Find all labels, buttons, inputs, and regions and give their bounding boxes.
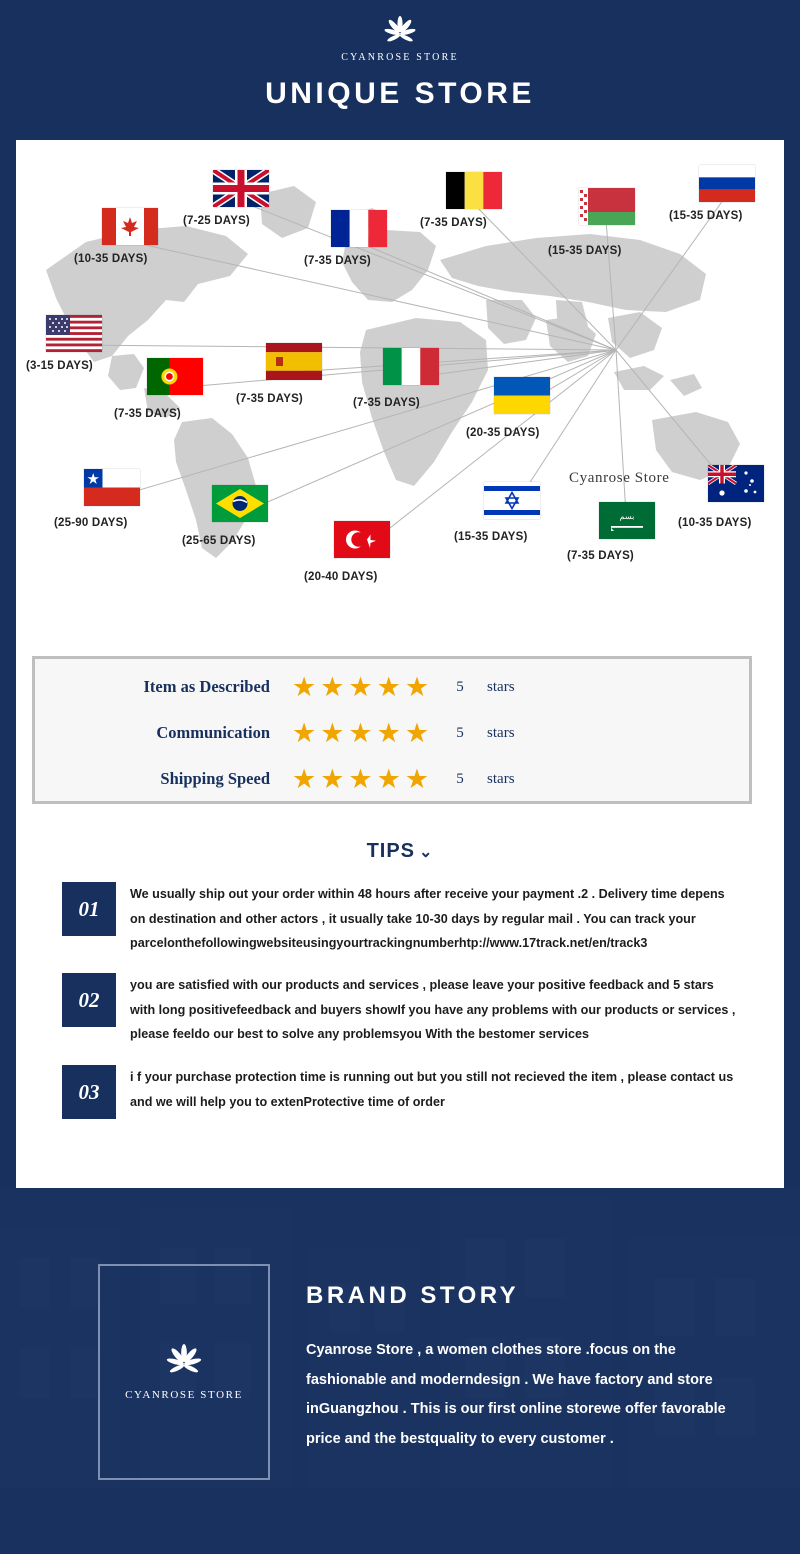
- flag-gb-icon: [213, 170, 269, 207]
- destination-italy: [383, 348, 439, 385]
- tip-text: you are satisfied with our products and services , please leave your positive feedback and 5 stars with long positivefeedback and buyers showIf you have any problems with our products or services , please feeldo our best to solve any problemsyou With the bestomer services: [130, 978, 736, 1042]
- rating-stars: ★★★★★: [292, 672, 434, 702]
- days-chile: (25-90 DAYS): [54, 517, 128, 529]
- flag-it-icon: [383, 348, 439, 385]
- destination-united-states: [46, 315, 102, 352]
- destination-chile: [84, 469, 140, 506]
- rating-label: Item as Described: [143, 677, 270, 696]
- flag-es-icon: [266, 343, 322, 380]
- destination-france: [331, 210, 387, 247]
- days-france: (7-35 DAYS): [304, 255, 371, 267]
- days-russia: (15-35 DAYS): [669, 210, 743, 222]
- header-logo-text: CYANROSE STORE: [341, 52, 459, 63]
- flag-ca-icon: [102, 208, 158, 245]
- destination-belgium: [446, 172, 502, 209]
- destination-portugal: [147, 358, 203, 395]
- shipping-map: [16, 140, 784, 650]
- days-turkey: (20-40 DAYS): [304, 571, 378, 583]
- destination-belarus: [579, 188, 635, 225]
- rating-value: 5: [456, 770, 464, 787]
- tip-number: 01: [62, 882, 116, 936]
- tip-item-02: [62, 973, 742, 1047]
- rating-value: 5: [456, 678, 464, 695]
- brand-story-section: [0, 1188, 800, 1554]
- rating-value: 5: [456, 724, 464, 741]
- destination-saudi-arabia: [599, 502, 655, 539]
- flag-il-icon: [484, 482, 540, 519]
- hub-label: Cyanrose Store: [569, 470, 670, 486]
- flag-by-icon: [579, 188, 635, 225]
- days-belarus: (15-35 DAYS): [548, 245, 622, 257]
- rating-label: Communication: [156, 723, 270, 742]
- days-canada: (10-35 DAYS): [74, 253, 148, 265]
- destination-russia: [699, 165, 755, 202]
- tip-text: i f your purchase protection time is running out but you still not recieved the item , please contact us and we will help you to extenProtective time of order: [130, 1070, 734, 1109]
- destination-united-kingdom: [213, 170, 269, 207]
- flag-sa-icon: [599, 502, 655, 539]
- rating-row-communication: [35, 715, 749, 751]
- days-belgium: (7-35 DAYS): [420, 217, 487, 229]
- header-logo: [0, 0, 800, 63]
- days-united-states: (3-15 DAYS): [26, 360, 93, 372]
- rating-unit: stars: [487, 678, 515, 695]
- ratings-panel: [32, 656, 752, 804]
- rating-stars: ★★★★★: [292, 764, 434, 794]
- brand-logo-card: [98, 1264, 270, 1480]
- days-united-kingdom: (7-25 DAYS): [183, 215, 250, 227]
- days-italy: (7-35 DAYS): [353, 397, 420, 409]
- destination-ukraine: [494, 377, 550, 414]
- destination-australia: [708, 465, 764, 502]
- rating-label: Shipping Speed: [160, 769, 270, 788]
- days-portugal: (7-35 DAYS): [114, 408, 181, 420]
- rating-unit: stars: [487, 724, 515, 741]
- tips-heading: [16, 840, 784, 863]
- svg-text:بسم: بسم: [619, 512, 635, 521]
- destination-spain: [266, 343, 322, 380]
- days-australia: (10-35 DAYS): [678, 517, 752, 529]
- header: [0, 0, 800, 140]
- brand-logo-text: CYANROSE STORE: [125, 1389, 243, 1401]
- page-title: UNIQUE STORE: [265, 77, 535, 110]
- brand-story-title: BRAND STORY: [306, 1282, 520, 1309]
- tip-text: We usually ship out your order within 48 hours after receive your payment .2 . Delivery time depens on destination and other actors , it usually take 10-30 days by regular mail . You can track your parcelonthefollowingwebsiteusingyourtrackingnumberhtp://www.17track.net/en/track3: [130, 887, 725, 951]
- flag-au-icon: [708, 465, 764, 502]
- flower-logo-icon: [372, 16, 428, 50]
- days-ukraine: (20-35 DAYS): [466, 427, 540, 439]
- tip-number: 02: [62, 973, 116, 1027]
- destination-turkey: [334, 521, 390, 558]
- tip-number: 03: [62, 1065, 116, 1119]
- content-card: [16, 140, 784, 1188]
- flag-be-icon: [446, 172, 502, 209]
- tip-item-01: [62, 882, 742, 956]
- rating-row-item-as-described: [35, 669, 749, 705]
- flag-pt-icon: [147, 358, 203, 395]
- days-israel: (15-35 DAYS): [454, 531, 528, 543]
- tip-item-03: [62, 1065, 742, 1119]
- destination-israel: [484, 482, 540, 519]
- flag-br-icon: [212, 485, 268, 522]
- flag-ru-icon: [699, 165, 755, 202]
- flag-us-icon: [46, 315, 102, 352]
- tips-heading-text: TIPS: [366, 840, 416, 862]
- rating-row-shipping-speed: [35, 761, 749, 797]
- rating-unit: stars: [487, 770, 515, 787]
- destination-brazil: [212, 485, 268, 522]
- days-brazil: (25-65 DAYS): [182, 535, 256, 547]
- flag-ua-icon: [494, 377, 550, 414]
- chevron-down-icon: ⌄: [419, 844, 434, 861]
- destination-canada: [102, 208, 158, 245]
- days-spain: (7-35 DAYS): [236, 393, 303, 405]
- brand-story-text: Cyanrose Store , a women clothes store .focus on the fashionable and moderndesign . We have factory and store inGuangzhou . This is our first online storewe offer favorable price and the bestquality to every customer .: [306, 1342, 726, 1448]
- flag-fr-icon: [331, 210, 387, 247]
- flag-tr-icon: [334, 521, 390, 558]
- flag-cl-icon: [84, 469, 140, 506]
- rating-stars: ★★★★★: [292, 718, 434, 748]
- days-saudi-arabia: (7-35 DAYS): [567, 550, 634, 562]
- flower-logo-icon: [153, 1343, 215, 1383]
